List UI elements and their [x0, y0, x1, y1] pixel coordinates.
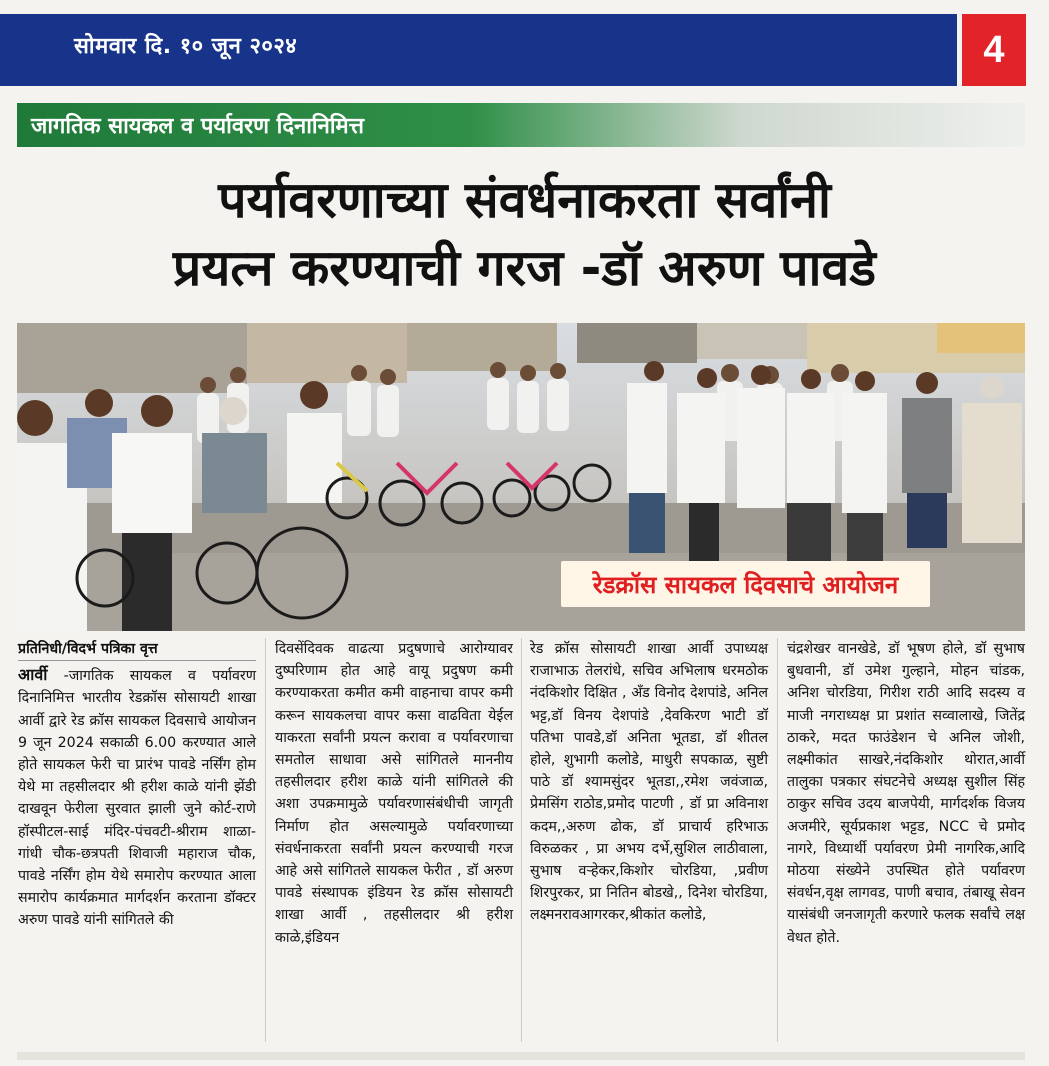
bottom-strip	[17, 1052, 1025, 1060]
column-divider	[265, 638, 266, 1042]
article-column-3	[530, 638, 768, 927]
page-number: 4	[962, 14, 1026, 86]
column-divider	[521, 638, 522, 1042]
article-column-1	[18, 638, 256, 932]
article-text-col1: -जागतिक सायकल व पर्यावरण दिनानिमित्त भारतीय रेडक्रॉस सोसायटी शाखा आर्वी द्वारे रेड क्रॉस सायकल दिवसाचे आयोजन 9 जून 2024 सकाळी 6.00 करण्यात आले होते सायकल फेरी चा प्रारंभ पावडे नर्सिंग होम येथे मा तहसीलदार श्री हरीश काळे यांनी झेंडी दाखवून फेरीला सुरवात झाली जुने कोर्ट-राणे हॉस्पीटल-साई मंदिर-पंचवटी-श्रीराम शाळा-गांधी चौक-छत्रपती शिवाजी महाराज चौक, पावडे नर्सिंग होम येथे समारोप करण्यात आला समारोप कार्यक्रमात मार्गदर्शन करताना डॉक्टर अरुण पावडे यांनी सांगितले की	[18, 668, 256, 929]
byline: प्रतिनिधी/विदर्भ पत्रिका वृत्त	[18, 638, 256, 661]
dateline-place: आर्वी	[18, 665, 48, 685]
photo-caption: रेडक्रॉस सायकल दिवसाचे आयोजन	[561, 561, 930, 607]
column-divider	[777, 638, 778, 1042]
article-column-4	[787, 638, 1025, 949]
kicker-banner	[17, 103, 1025, 147]
headline-line-2: प्रयत्न करण्याची गरज -डॉ अरुण पावडे	[172, 239, 877, 297]
article-text-col2: दिवसेंदिवक वाढत्या प्रदुषणाचे आरोग्यावर दुष्परिणाम होत आहे वायू प्रदुषण कमी करण्याकरता कमीत कमी वाहनाचा वापर कमी करून सायकलचा वापर कसा वाढविता येईल याकरता सर्वांनी प्रयत्न करावा व पर्यावरणाचा समतोल साधावा असे सांगितले माननीय तहसीलदार हरीश काळे यांनी सांगितले की अशा उपक्रमामुळे पर्यावरणासंबंधीची जागृती निर्माण होत असल्यामुळे पर्यावरणाच्या संवर्धनाकरता सर्वांनी प्रयत्न करण्याची गरज आहे असे सांगितले सायकल फेरीत , डॉ अरुण पावडे संस्थापक इंडियन रेड क्रॉस सोसायटी शाखा आर्वी , तहसीलदार श्री हरीश काळे,इंडियन	[275, 641, 513, 946]
article-text-col4: चंद्रशेखर वानखेडे, डॉ भूषण होले, डॉ सुभाष बुधवानी, डॉ उमेश गुल्हाने, मोहन चांडक, अनिश चोरडिया, गिरीश राठी आदि सदस्य व माजी नगराध्यक्ष प्रा प्रशांत सव्वालाखे, जितेंद्र ठाकरे, मदत फाउंडेशन चे अनिल जोशी, लक्ष्मीकांत साखरे,नंदकिशोर थोरात,आर्वी तालुका पत्रकार संघटनेचे अध्यक्ष सुशील सिंह ठाकुर सचिव उदय बाजपेयी, मार्गदर्शक विजय अजमीरे, सूर्यप्रकाश भट्टड, NCC चे प्रमोद नागरे, विध्यार्थी पर्यावरण प्रेमी नागरिक,आदि मोठया संख्येने उपस्थित होते पर्यावरण संवर्धन,वृक्ष लागवड, पाणी बचाव, तंबाखू सेवन यासंबंधी जनजागृती करणारे फलक सर्वांचे लक्ष वेधत होते.	[787, 641, 1025, 946]
headline-line-1: पर्यावरणाच्या संवर्धनाकरता सर्वांनी	[218, 171, 831, 229]
issue-date: सोमवार दि. १० जून २०२४	[74, 34, 298, 59]
kicker-text: जागतिक सायकल व पर्यावरण दिनानिमित्त	[31, 114, 364, 139]
article-text-col3: रेड क्रॉस सोसायटी शाखा आर्वी उपाध्यक्ष राजाभाऊ तेलरांधे, सचिव अभिलाष धरमठोक नंदकिशोर दिक्षित , अँड विनोद देशपांडे, अनिल भट्ट,डॉ विनय देशपांडे ,देवकिरण भाटी डॉ पतिभा पावडे,डॉ अनिता भूतडा, डॉ शीतल होले, शुभागी कलोडे, माधुरी सपकाळ, सुष्टी पाठे डॉ श्यामसुंदर भूतडा,,रमेश जवंजाळ, प्रेमसिंग राठोड,प्रमोद पाटणी , डॉ प्रा अविनाश कदम,,अरुण ढोक, डॉ प्राचार्य हरिभाऊ विरुळकर , प्रा अभय दर्भे,सुशिल लाठीवाला, सुभाष वऱ्हेकर,किशोर चोरडिया, ,प्रवीण शिरपुरकर, प्रा नितिन बोडखे,, दिनेश चोरडिया, लक्ष्मनरावआगरकर,श्रीकांत कलोडे,	[530, 641, 768, 924]
article-column-2	[275, 638, 513, 949]
